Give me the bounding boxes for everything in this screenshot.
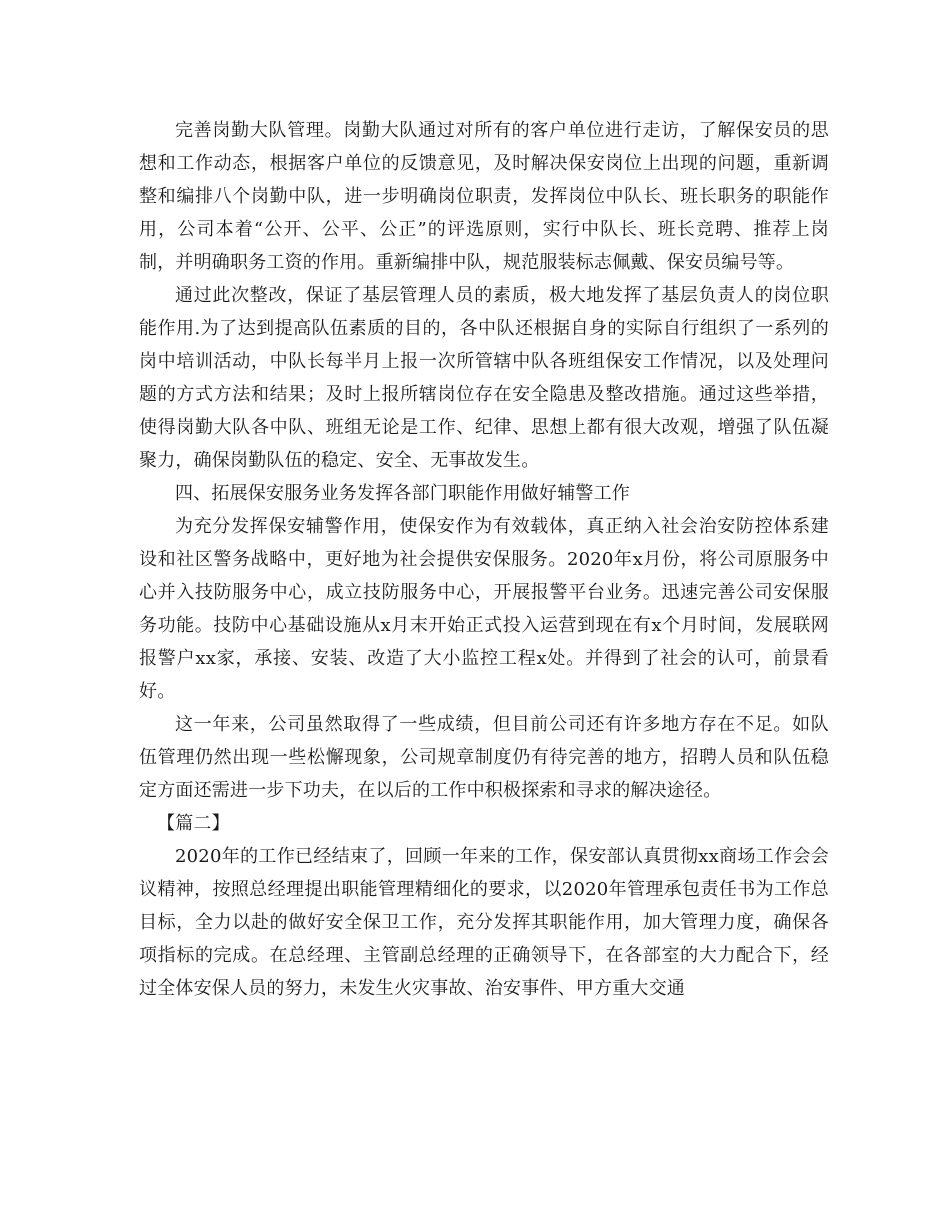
paragraph-annual-review: 2020年的工作已经结束了，回顾一年来的工作，保安部认真贯彻xx商场工作会会议精神，按照总经理提出职能管理精细化的要求，以2020年管理承包责任书为工作总目标，全力以赴的做好安全保卫工作，充分发挥其职能作用，加大管理力度，确保各项指标的完成。在总经理、主管副总经理的正确领导下，在各部室的大力配合下，经过全体安保人员的努力，未发生火灾事故、治安事件、甲方重大交通 [139,846,829,999]
section-heading-auxiliary-police: 四、拓展保安服务业务发挥各部门职能作用做好辅警工作 [175,483,630,504]
paragraph-patrol-management: 完善岗勤大队管理。岗勤大队通过对所有的客户单位进行走访，了解保安员的思想和工作动态，根据客户单位的反馈意见，及时解决保安岗位上出现的问题，重新调整和编排八个岗勤中队，进一步明确岗位职责，发挥岗位中队长、班长职务的职能作用，公司本着“公开、公平、公正”的评选原则，实行中队长、班长竞聘、推荐上岗制，并明确职务工资的作用。重新编排中队，规范服装标志佩戴、保安员编号等。 [139,120,829,273]
document-body [139,114,829,1005]
paragraph-shortcomings: 这一年来，公司虽然取得了一些成绩，但目前公司还有许多地方存在不足。如队伍管理仍然出现一些松懈现象，公司规章制度仍有待完善的地方，招聘人员和队伍稳定方面还需进一步下功夫，在以后的工作中积极探索和寻求的解决途径。 [139,714,829,801]
paragraph-rectification-results: 通过此次整改，保证了基层管理人员的素质，极大地发挥了基层负责人的岗位职能作用.为了达到提高队伍素质的目的，各中队还根据自身的实际自行组织了一系列的岗中培训活动，中队长每半月上报一次所管辖中队各班组保安工作情况，以及处理问题的方式方法和结果；及时上报所辖岗位存在安全隐患及整改措施。通过这些举措，使得岗勤大队各中队、班组无论是工作、纪律、思想上都有很大改观，增强了队伍凝聚力，确保岗勤队伍的稳定、安全、无事故发生。 [139,285,829,471]
paragraph-technical-defense: 为充分发挥保安辅警作用，使保安作为有效载体，真正纳入社会治安防控体系建设和社区警务战略中，更好地为社会提供安保服务。2020年x月份，将公司原服务中心并入技防服务中心，成立技防服务中心，开展报警平台业务。迅速完善公司安保服务功能。技防中心基础设施从x月末开始正式投入运营到现在有x个月时间，发展联网报警户xx家，承接、安装、改造了大小监控工程x处。并得到了社会的认可，前景看好。 [139,516,829,702]
section-marker-part-two: 【篇二】 [157,813,230,834]
